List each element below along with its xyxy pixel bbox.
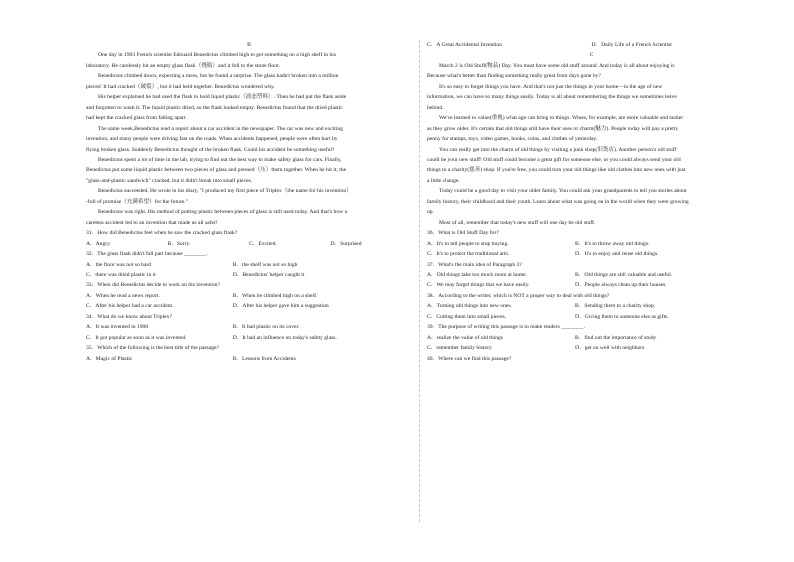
option-a[interactable]: A．the floor was not so hard [86, 261, 152, 268]
question-31-stem: 31．How did Benedictus feel when he saw the cracked glass flask? [86, 230, 238, 237]
passage-line: "glass-and-plastic sandwich" cracked, but it didn't break into small pieces. [86, 177, 253, 184]
passage-c [427, 61, 756, 228]
option-a[interactable]: A．It's to tell people to stop buying. [427, 240, 509, 247]
question-32-options [86, 260, 412, 270]
option-b[interactable]: B．the shelf was not so high [232, 261, 298, 268]
left-column [86, 40, 412, 364]
column-divider [419, 40, 420, 522]
question-33-options [86, 301, 412, 311]
option-b[interactable]: B．It's to throw away old things. [575, 240, 650, 247]
question-35-options-continued [427, 40, 756, 50]
option-a[interactable]: A．realize the value of old things [427, 334, 503, 341]
option-b[interactable]: B．When he climbed high on a shelf. [232, 292, 318, 299]
option-c[interactable]: C．A Great Accidental Invention [427, 42, 503, 48]
option-d[interactable]: D．It had an influence on today's safety glass. [232, 334, 337, 341]
question-31-options [86, 239, 412, 249]
question-34-stem: 34．What do we know about Triplex? [86, 313, 172, 320]
question-38-options [427, 301, 756, 311]
passage-line: His helper explained he had used the flask to hold liquid plastic（液态塑料）. Then he had put the flask aside [98, 94, 347, 101]
question-32-options [86, 270, 412, 280]
option-c[interactable]: C．there was dried plastic in it [86, 271, 156, 278]
option-d[interactable]: D．People always clean up their houses. [575, 282, 667, 289]
option-b[interactable]: B．It had plastic on its cover. [232, 324, 300, 331]
question-34-options [86, 322, 412, 332]
passage-line: information, we can have so many things easily. Today is all about remembering the things we sometimes leave [427, 94, 677, 101]
option-b[interactable]: B．Sending them to a charity shop. [575, 303, 656, 310]
question-33-options [86, 291, 412, 301]
question-38-options [427, 312, 756, 322]
option-a[interactable]: A．Old things take too much room at home. [427, 271, 528, 278]
section-heading-c: C [589, 52, 594, 59]
question-37-options [427, 270, 756, 280]
passage-line: invention, and many people were driving fast on the roads. When accidents happened, people were often hurt by [86, 136, 338, 143]
option-d[interactable]: D．Daily Life of a French Scientist [591, 42, 672, 48]
question-35-options [86, 354, 412, 364]
option-b[interactable]: B．Sorry. [167, 240, 191, 247]
question-39-options [427, 333, 756, 343]
passage-line: Benedictus spent a lot of time in the lab, trying to find out the best way to make safety glass for cars. Finally, [98, 156, 342, 163]
passage-line: Today could be a good day to visit your older family. You could ask your grandparents to tell you stories about [439, 188, 687, 195]
question-40-stem: 40．Where can we find this passage? [427, 355, 512, 362]
question-37-stem: 37．What's the main idea of Paragraph 3? [427, 261, 522, 268]
passage-line: a little change. [427, 177, 460, 184]
section-heading-b: B [247, 42, 251, 48]
option-a[interactable]: A．Angry. [86, 240, 111, 247]
option-d[interactable]: D．Surprised [330, 240, 362, 247]
option-d[interactable]: D．It's to enjoy and reuse old things. [575, 251, 659, 258]
passage-line: flying broken glass. Suddenly Benedictus thought of the broken flask. Could his accident be something useful? [86, 146, 335, 153]
option-d[interactable]: D．Giving them to someone else as gifts. [575, 313, 669, 320]
passage-line: laboratory. He carelessly hit an empty glass flask（烧瓶）and it fell to the stone floor. [86, 62, 280, 69]
passage-line: up. [427, 209, 434, 216]
passage-line: had kept the cracked glass from falling apart. [86, 115, 187, 122]
option-c[interactable]: C．It's to protect the traditional arts. [427, 251, 510, 258]
passage-line: pieces! It had cracked（破裂）, but it had held together. Benedictus wondered why. [86, 83, 275, 90]
option-c[interactable]: C．After his helper had a car accident. [86, 303, 174, 310]
option-a[interactable]: A．Turning old things into new ones. [427, 303, 512, 310]
question-36-options [427, 249, 756, 259]
question-33-stem: 33．When did Benedictus decide to work on his invention? [86, 282, 220, 289]
option-b[interactable]: B．Lessons from Accidents [232, 355, 296, 362]
passage-line: Benedictus was right. His method of putting plastic between pieces of glass is still used today. And that's how a [98, 209, 348, 216]
question-39-stem: 39．The purpose of writing this passage is to make readers ________. [427, 324, 585, 331]
question-35-stem: 35．Which of the following is the best title of the passage? [86, 345, 219, 352]
question-36-options [427, 239, 756, 249]
passage-line: Most of all, remember that today's new stuff will one day be old stuff. [439, 219, 596, 226]
passage-line: as they grow older. It's certain that old things still have their uses or charm(魅力). People today will pay a pretty [427, 125, 679, 132]
question-37-options [427, 280, 756, 290]
option-c[interactable]: C．remember family history [427, 345, 492, 352]
passage-line: and forgotten to wash it. The liquid plastic dried, so the flask looked empty. Benedictus found that the dried plastic [86, 104, 343, 111]
passage-b [86, 50, 412, 228]
option-c[interactable]: C．Cutting them into small pieces. [427, 313, 507, 320]
option-c[interactable]: C．Excited. [249, 240, 277, 247]
passage-line: The same week,Benedictus read a report about a car accident in the newspaper. The car was new and exciting [98, 125, 343, 132]
option-b[interactable]: B．find out the importance of study [575, 334, 657, 341]
option-c[interactable]: C．We may forget things that we have easily. [427, 282, 530, 289]
option-d[interactable]: D．After his helper gave him a suggestion [232, 303, 329, 310]
passage-line: Benedictus put some liquid plastic between two pieces of glass and pressed（压）them together. When he hit it, the [86, 167, 347, 174]
passage-line: penny for stamps, toys, video games, books, coins, and clothes of yesterday. [427, 136, 598, 143]
passage-line: You can really get into the charm of old things by visiting a junk shop(旧货店). Another person's old stuff [439, 146, 677, 153]
question-32-stem: 32．The glass flask didn't fall part because ________. [86, 251, 208, 258]
passage-line: It's so easy to forget things you have. And that's not just the things in your home—in the age of new [439, 83, 663, 90]
question-39-options [427, 343, 756, 353]
question-38-stem: 38．According to the writer, which is NOT a proper way to deal with old things? [427, 292, 610, 299]
passage-line: March 2 is Old Stuff(物品) Day. You must have some old stuff around. And today is all about enjoying it. [439, 62, 676, 69]
option-a[interactable]: A．When he read a news report. [86, 292, 160, 299]
passage-line: -full of promise（充满希望）for the future." [86, 198, 188, 205]
passage-line: careless accident led to an invention that made us all safer! [86, 219, 218, 226]
passage-line: One day in 1903 French scientist Edouard Benedictus climbed high to get something on a high shelf in his [98, 52, 337, 59]
option-d[interactable]: D．Benedictus' helper caught it [232, 271, 305, 278]
passage-line: Because what's better than finding something really great from days gone by? [427, 73, 601, 80]
passage-line: family history, their childhood and their youth. Learn about what was going on in the world when they were growing [427, 198, 689, 205]
option-c[interactable]: C．It got popular as soon as it was invented. [86, 334, 187, 341]
question-34-options [86, 333, 412, 343]
passage-line: behind. [427, 104, 444, 111]
passage-line: things to a charity(慈善) shop. If you're free, you could turn your old things like old clothes into new ones with just [427, 167, 686, 174]
passage-line: could be your new stuff! Old stuff could become a great gift for someone else, or you could always send your old [427, 156, 681, 163]
right-column [427, 40, 756, 364]
passage-line: We've learned to value(重视) what age can bring to things. Wines, for example, are more valuable and tastier [439, 115, 684, 122]
option-a[interactable]: A．It was invented in 1900 [86, 324, 149, 331]
passage-line: Benedictus climbed down, expecting a mess, but he found a surprise. The glass hadn't broken into a million [98, 73, 339, 80]
option-a[interactable]: A．Magic of Plastic [86, 355, 133, 362]
question-36-stem: 36．What is Old Stuff Day for? [427, 230, 499, 237]
option-d[interactable]: D．get on well with neighbors [575, 345, 645, 352]
passage-line: Benedictus succeeded. He wrote in his diary, "I produced my first piece of Triplex（the name for his invention） [98, 188, 352, 195]
option-b[interactable]: B．Old things are still valuable and useful. [575, 271, 673, 278]
